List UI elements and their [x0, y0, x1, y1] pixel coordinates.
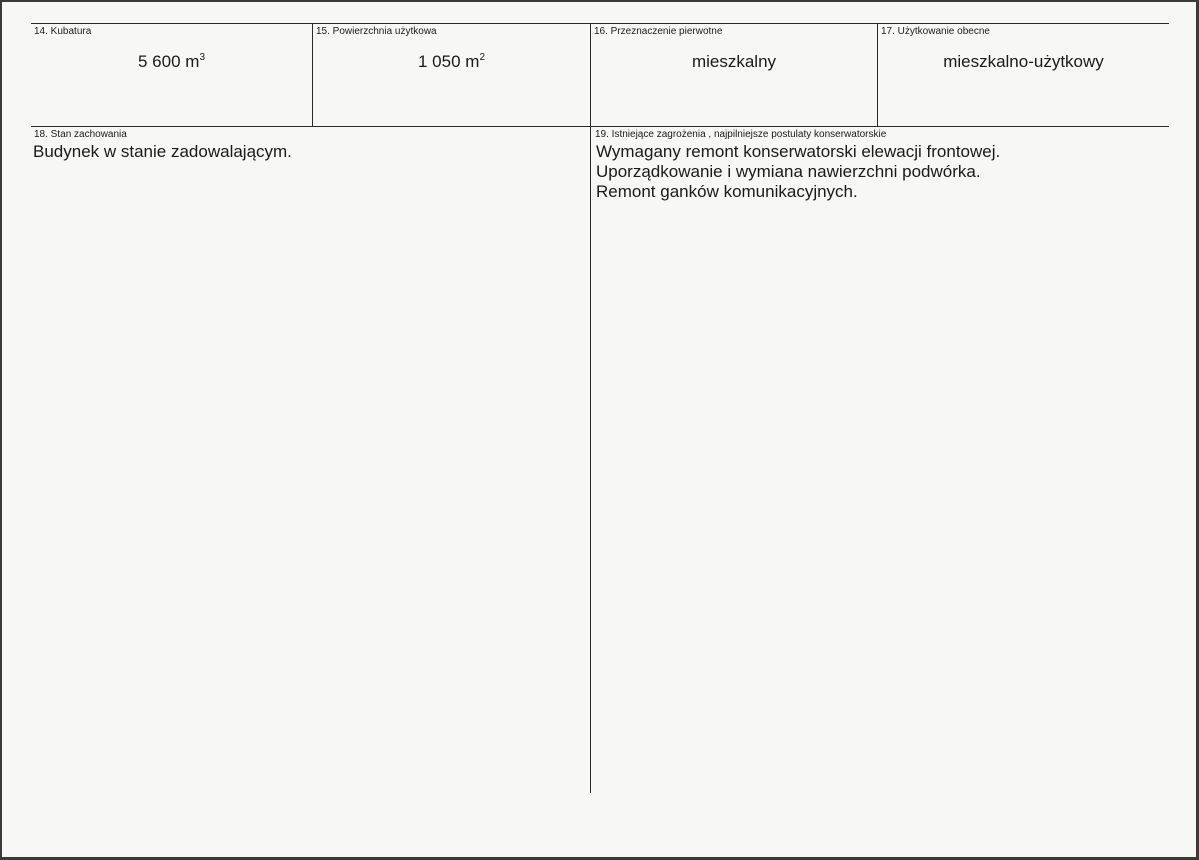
field-19-label: 19. Istniejące zagrożenia , najpilniejsze postulaty konserwatorskie: [595, 129, 887, 140]
top-rule: [31, 23, 1169, 24]
field-19-line: Uporządkowanie i wymiana nawierzchni podwórka.: [596, 162, 981, 181]
divider-main: [590, 23, 591, 793]
field-17-value: mieszkalno-użytkowy: [943, 52, 1104, 71]
divider-14-15: [312, 23, 313, 127]
record-card: [2, 2, 1196, 857]
field-16-value: mieszkalny: [691, 52, 777, 71]
field-14-unit-exponent: 3: [199, 52, 205, 63]
field-14-number: 5 600 m: [138, 52, 200, 71]
field-19-line: Wymagany remont konserwatorski elewacji frontowej.: [596, 142, 1001, 161]
field-17-label: 17. Użytkowanie obecne: [881, 26, 990, 37]
field-16-label: 16. Przeznaczenie pierwotne: [594, 26, 723, 37]
field-18-text: [33, 142, 292, 162]
field-18-line: Budynek w stanie zadowalającym.: [33, 142, 292, 161]
field-14-label: 14. Kubatura: [34, 26, 92, 37]
field-15-value: [313, 52, 590, 72]
divider-16-17: [877, 23, 878, 127]
field-19-text: [596, 142, 1000, 202]
field-18-label: 18. Stan zachowania: [34, 129, 127, 140]
field-15-number: 1 050 m: [418, 52, 480, 71]
middle-rule: [31, 126, 1169, 127]
field-15-label: 15. Powierzchnia użytkowa: [316, 26, 437, 37]
field-15-unit-exponent: 2: [479, 52, 485, 63]
field-19-line: Remont ganków komunikacyjnych.: [596, 182, 858, 201]
field-14-value: [31, 52, 312, 72]
